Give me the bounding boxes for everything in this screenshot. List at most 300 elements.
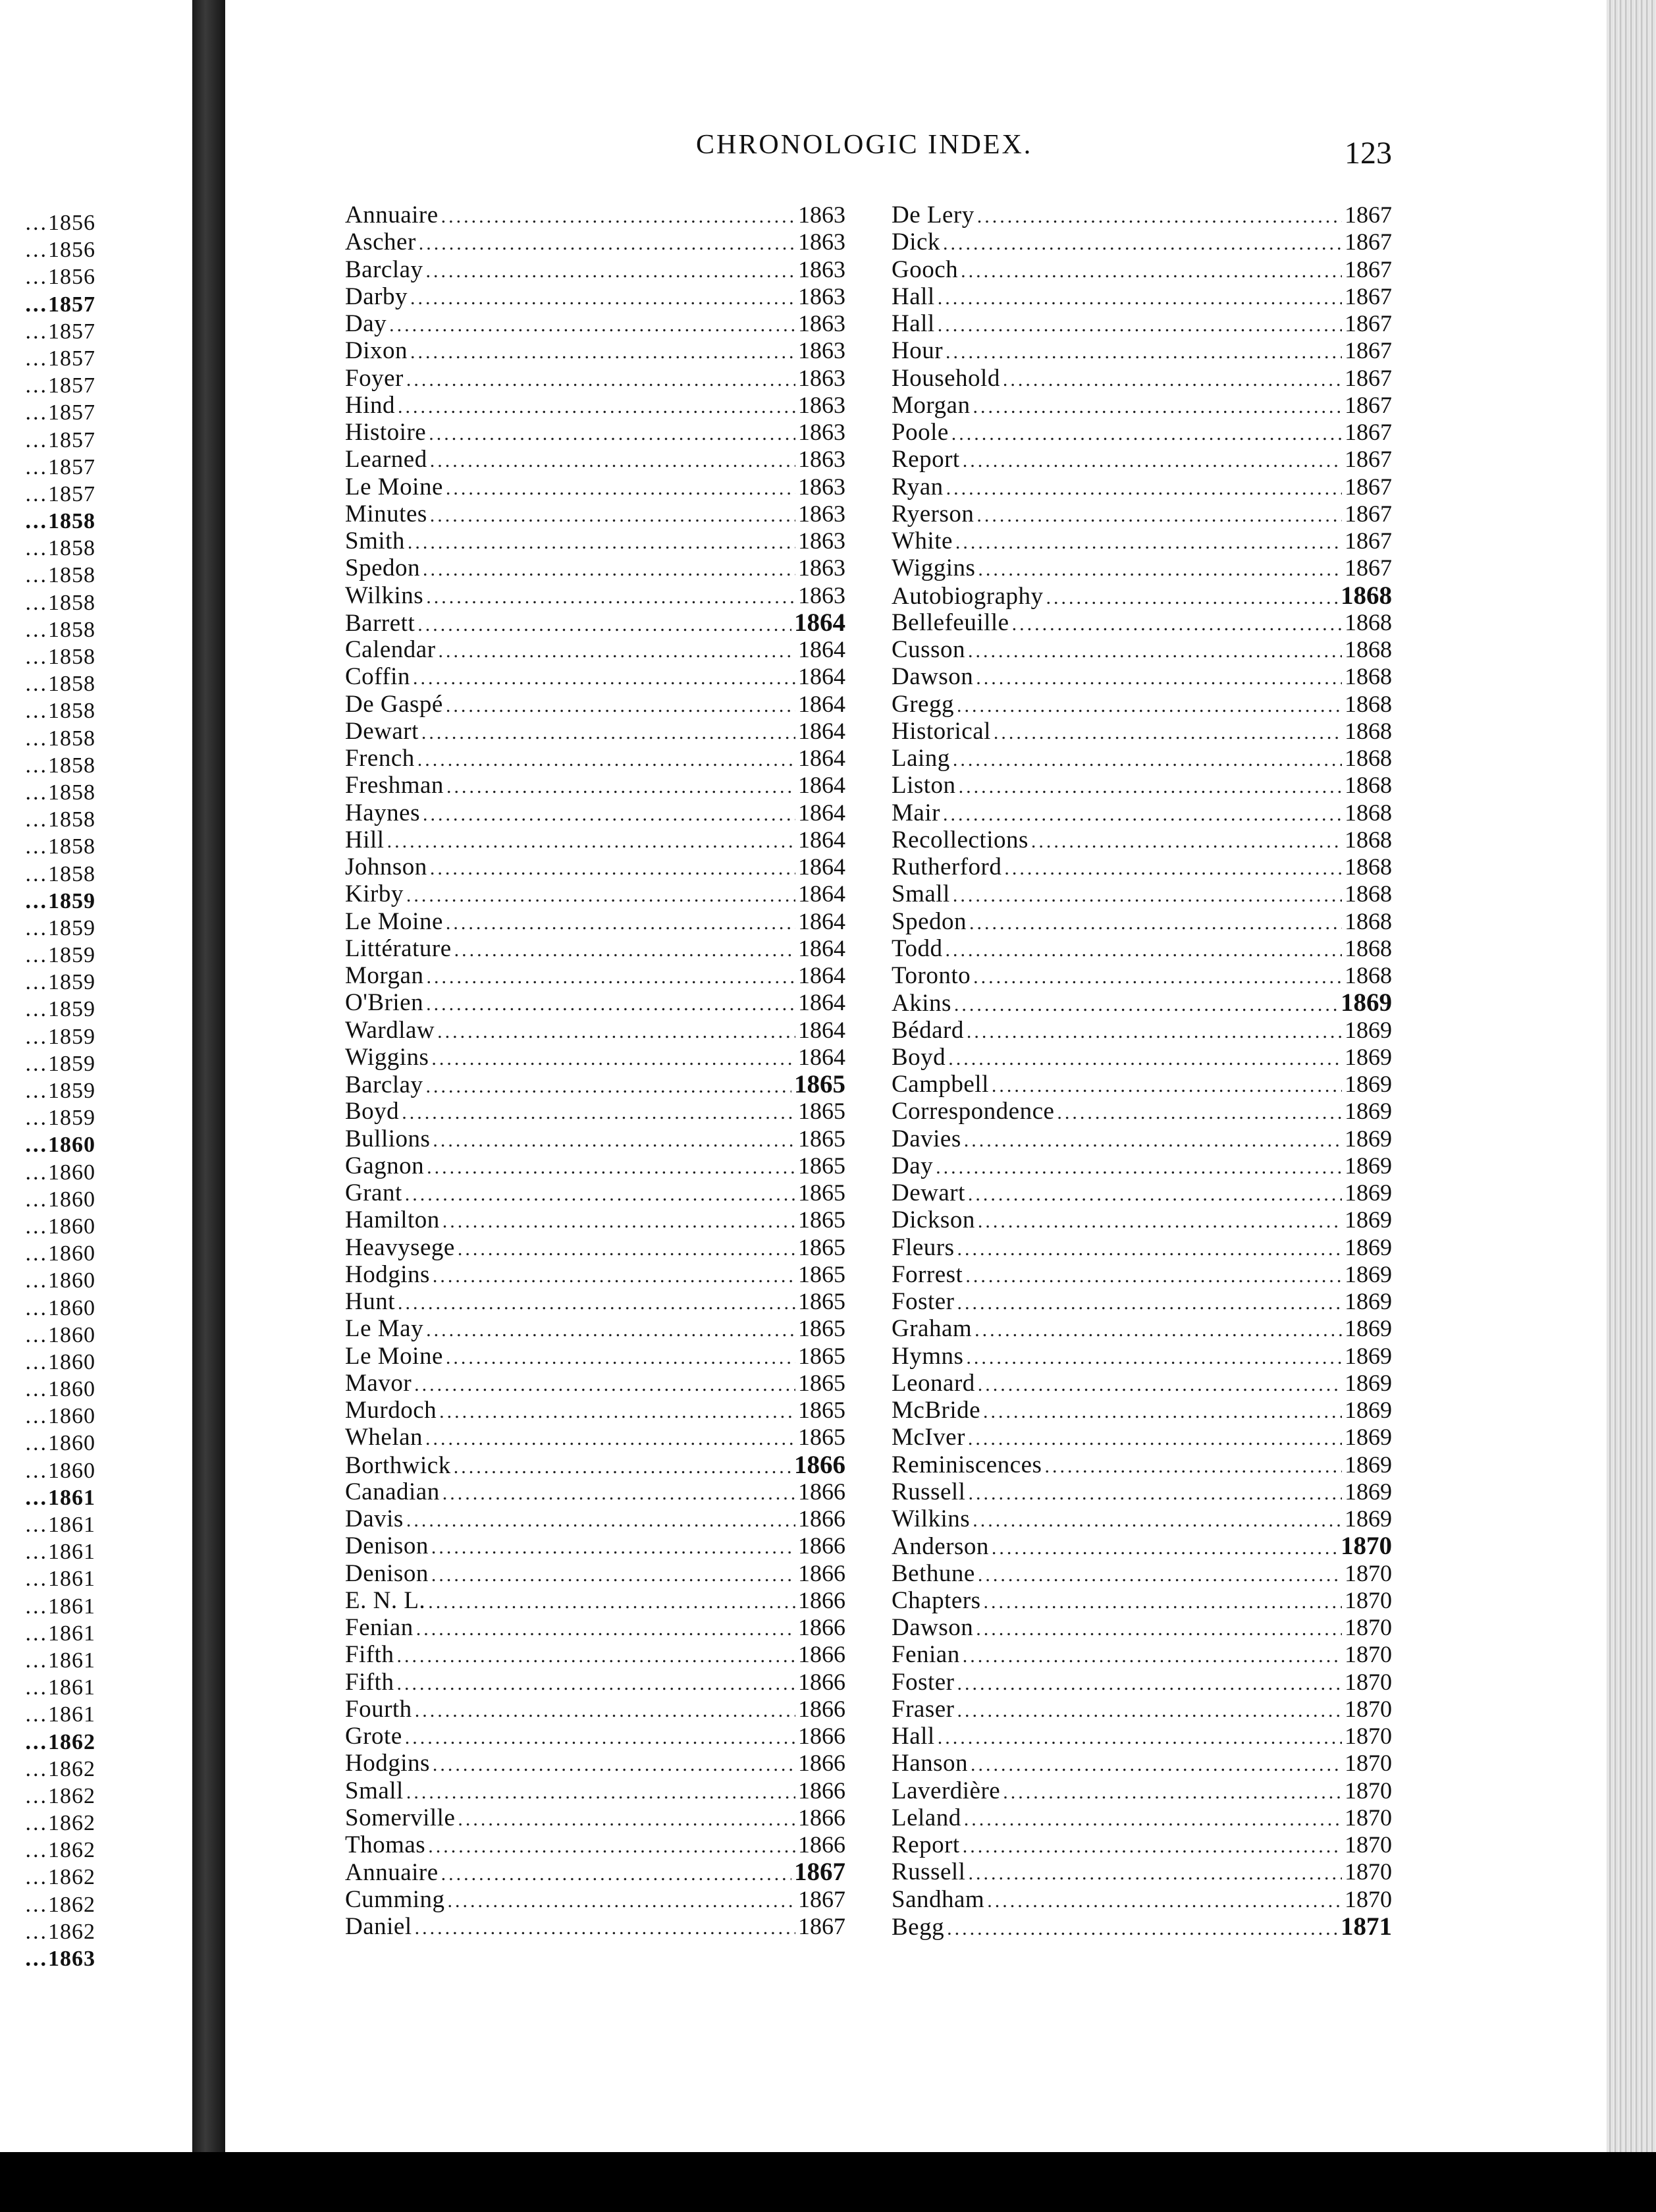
index-entry [345,392,845,419]
entry-name: Le Moine [345,473,443,500]
index-entry [345,1125,845,1152]
index-entry [345,1913,845,1940]
dot-leader [968,1425,1342,1452]
dot-leader [1031,828,1342,855]
year-value: 1858 [48,536,95,561]
index-entry [892,1179,1392,1206]
entry-name: Recollections [892,826,1028,853]
dot-leader [410,338,795,365]
entry-year: 1867 [1345,337,1392,364]
entry-year: 1867 [1345,310,1392,337]
entry-year: 1863 [798,310,845,337]
year-value: 1861 [48,1621,95,1646]
entry-name: Ryerson [892,500,975,527]
entry-year: 1868 [1345,962,1392,988]
dot-leader [433,1127,795,1154]
entry-year: 1869 [1345,1397,1392,1423]
index-entry [892,1478,1392,1505]
index-entry [345,554,845,581]
index-entry [892,229,1392,256]
year-value: 1862 [48,1729,95,1754]
year-value: 1857 [48,373,95,398]
entry-name: Chapters [892,1586,981,1614]
dot-leader [973,393,1342,420]
entry-name: Report [892,446,960,473]
entry-name: Begg [892,1913,945,1941]
year-value: 1860 [48,1160,95,1185]
entry-name: Dewart [345,717,419,745]
entry-name: Campbell [892,1071,989,1098]
dot-leader [441,203,795,230]
index-entry [892,1261,1392,1288]
facing-page-year [0,1322,95,1349]
entry-name: Wilkins [892,1505,971,1532]
dot-leader [426,1073,791,1100]
index-entry [345,1587,845,1614]
facing-page-year [0,969,95,996]
entry-year: 1869 [1345,1369,1392,1396]
dot-leader: ... [25,915,48,940]
index-entry [892,1532,1392,1559]
entry-name: De Gaspé [345,690,443,718]
dot-leader: ... [25,1295,48,1320]
facing-page-year [0,833,95,860]
year-value: 1859 [48,970,95,995]
dot-leader: ... [25,780,48,805]
entry-year: 1863 [798,473,845,500]
dot-leader [441,1860,791,1887]
dot-leader: ... [25,861,48,886]
entry-year: 1865 [798,1233,845,1260]
year-value: 1862 [48,1811,95,1836]
dot-leader: ... [25,1079,48,1103]
entry-year: 1864 [798,1043,845,1070]
index-entry [345,1696,845,1723]
dot-leader: ... [25,1783,48,1808]
index-entry [345,880,845,907]
dot-leader: ... [25,645,48,669]
dot-leader: ... [25,1892,48,1917]
facing-page-year [0,1593,95,1620]
dot-leader [963,1642,1342,1669]
dot-leader [992,1072,1342,1099]
dot-leader [417,746,795,773]
dot-leader [408,529,795,556]
entry-name: Hall [892,310,935,337]
dot-leader [415,1914,795,1941]
entry-name: Davis [345,1505,404,1532]
entry-name: McBride [892,1397,981,1424]
dot-leader [458,1235,795,1262]
dot-leader [439,637,795,664]
facing-page-year [0,1945,95,1972]
index-entry [345,1234,845,1261]
index-entry [345,718,845,745]
dot-leader [965,1262,1342,1289]
facing-page-year [0,1810,95,1837]
entry-name: Laing [892,745,950,772]
dot-leader [446,475,795,502]
entry-name: Le Moine [345,907,443,935]
dot-leader [963,1833,1342,1860]
dot-leader: ... [25,1024,48,1049]
entry-year: 1863 [798,419,845,445]
entry-year: 1867 [1345,391,1392,418]
dot-leader [978,1208,1342,1235]
facing-page-year [0,1349,95,1376]
index-entry [892,1098,1392,1125]
index-entry [892,663,1392,690]
index-entry [345,229,845,256]
entry-name: Murdoch [345,1397,437,1424]
index-entry [892,365,1392,392]
index-entry [345,527,845,554]
index-entry [892,1723,1392,1750]
index-entry [892,310,1392,337]
dot-leader: ... [25,319,48,344]
entry-name: Gooch [892,256,959,283]
entry-name: Denison [345,1559,429,1587]
year-value: 1860 [48,1322,95,1347]
entry-year: 1869 [1345,1125,1392,1152]
entry-name: Fifth [345,1641,394,1669]
dot-leader: ... [25,1214,48,1239]
dot-leader: ... [25,509,48,534]
entry-name: Day [892,1152,934,1179]
year-value: 1859 [48,915,95,940]
entry-name: Mavor [345,1369,412,1397]
facing-page-year [0,318,95,345]
entry-year: 1866 [798,1750,845,1777]
entry-year: 1866 [798,1478,845,1505]
dot-leader [987,1887,1342,1914]
facing-page-year [0,263,95,290]
entry-name: Whelan [345,1424,423,1451]
entry-year: 1864 [798,772,845,799]
dot-leader [957,692,1342,719]
facing-page-year [0,454,95,481]
entry-year: 1869 [1345,1424,1392,1451]
dot-leader: ... [25,834,48,859]
index-entry [345,1017,845,1044]
dot-leader: ... [25,1187,48,1212]
entry-year: 1868 [1345,853,1392,880]
year-value: 1858 [48,563,95,588]
dot-leader: ... [25,563,48,588]
entry-year: 1870 [1345,1668,1392,1695]
entry-name: Rutherford [892,853,1002,880]
dot-leader [430,447,795,474]
dot-leader [953,746,1342,773]
index-entry [345,1505,845,1532]
facing-page-year [0,481,95,508]
entry-year: 1864 [798,826,845,853]
entry-year: 1865 [798,1397,845,1423]
entry-name: French [345,745,415,772]
entry-year: 1869 [1345,1342,1392,1369]
dot-leader: ... [25,1404,48,1429]
entry-year: 1868 [1345,880,1392,907]
dot-leader [963,447,1342,474]
entry-year: 1868 [1345,934,1392,961]
entry-name: Akins [892,990,951,1017]
entry-year: 1866 [798,1777,845,1804]
dot-leader [417,611,791,638]
index-entry [892,1669,1392,1696]
entry-name: Fraser [892,1695,955,1723]
dot-leader: ... [25,997,48,1022]
dot-leader: ... [25,1540,48,1565]
year-value: 1862 [48,1892,95,1917]
year-value: 1858 [48,834,95,859]
dot-leader [406,366,795,393]
dot-leader [1003,1779,1342,1806]
year-value: 1859 [48,1079,95,1103]
entry-year: 1865 [798,1288,845,1314]
index-entry [345,745,845,772]
dot-leader [977,203,1342,230]
entry-name: Barclay [345,256,423,283]
facing-page-year [0,1729,95,1756]
entry-year: 1865 [798,1315,845,1342]
index-entry [345,1044,845,1071]
entry-name: Histoire [345,419,427,446]
dot-leader [947,1915,1338,1942]
dot-leader: ... [25,807,48,832]
facing-page-year [0,1104,95,1131]
year-value: 1858 [48,645,95,669]
entry-year: 1863 [798,337,845,364]
entry-year: 1870 [1341,1532,1392,1561]
entry-name: Barclay [345,1071,423,1098]
index-entry [892,826,1392,853]
entry-name: Borthwick [345,1451,451,1479]
dot-leader [973,963,1342,990]
year-value: 1857 [48,400,95,425]
index-entry [892,1750,1392,1777]
year-value: 1860 [48,1133,95,1158]
year-value: 1862 [48,1783,95,1808]
year-value: 1860 [48,1349,95,1374]
entry-name: Boyd [345,1098,400,1125]
entry-name: Heavysege [345,1233,455,1261]
index-entry [345,1478,845,1505]
dot-leader [938,311,1342,338]
facing-page-year [0,915,95,942]
entry-year: 1868 [1345,717,1392,744]
index-entry [892,500,1392,527]
index-entry [892,853,1392,880]
index-entry [345,1723,845,1750]
index-entry [892,419,1392,446]
entry-year: 1869 [1345,1505,1392,1532]
entry-name: Graham [892,1315,973,1343]
entry-year: 1867 [1345,202,1392,228]
year-value: 1857 [48,319,95,344]
entry-name: Thomas [345,1831,426,1858]
entry-year: 1869 [1345,1179,1392,1206]
entry-name: Poole [892,419,949,446]
dot-leader [406,882,795,909]
dot-leader [402,1099,795,1126]
entry-year: 1864 [798,1016,845,1043]
facing-page-year [0,1837,95,1864]
facing-page-year [0,1701,95,1728]
index-entry [345,1451,845,1478]
entry-year: 1869 [1345,1071,1392,1097]
entry-year: 1863 [798,581,845,608]
index-entry [892,1370,1392,1397]
year-value: 1859 [48,943,95,968]
index-entry [345,1261,845,1288]
index-entry [892,745,1392,772]
dot-leader [968,637,1342,664]
index-entry [345,1858,845,1885]
entry-name: Bédard [892,1016,964,1044]
dot-leader: ... [25,400,48,425]
dot-leader [984,1588,1342,1615]
entry-name: Le Moine [345,1342,443,1370]
facing-page-year [0,1077,95,1104]
dot-leader [426,583,795,610]
dot-leader: ... [25,1702,48,1727]
dot-leader [953,882,1342,909]
facing-page-left [0,0,192,2152]
index-entry [892,1614,1392,1641]
entry-name: Dawson [892,663,974,691]
facing-page-year [0,1050,95,1077]
dot-leader [405,1181,795,1208]
dot-leader [414,1371,795,1398]
dot-leader [442,1480,795,1507]
entry-name: Household [892,364,1000,392]
entry-name: Calendar [345,636,436,663]
dot-leader [428,1588,795,1615]
entry-name: White [892,527,953,554]
index-entry [892,772,1392,799]
entry-name: Russell [892,1478,966,1505]
entry-year: 1864 [798,934,845,961]
dot-leader [426,257,795,284]
index-entry [345,1152,845,1179]
entry-year: 1870 [1345,1804,1392,1831]
index-entry [892,962,1392,989]
year-value: 1860 [48,1214,95,1239]
entry-name: Toronto [892,962,971,989]
facing-page-year [0,942,95,969]
entry-name: Small [345,1777,404,1804]
facing-page-year [0,291,95,318]
index-entry [892,1696,1392,1723]
entry-name: Annuaire [345,1859,439,1887]
year-value: 1858 [48,861,95,886]
entry-year: 1869 [1345,1288,1392,1314]
facing-page-year [0,1159,95,1186]
dot-leader [938,1724,1342,1751]
dot-leader [429,420,795,447]
year-value: 1862 [48,1865,95,1890]
entry-name: Morgan [892,391,971,419]
index-entry [345,663,845,690]
dot-leader [936,1154,1342,1181]
year-value: 1857 [48,346,95,371]
entry-name: Boyd [892,1043,946,1071]
entry-name: Ryan [892,473,944,500]
entry-name: Morgan [345,962,424,989]
index-entry [345,1777,845,1804]
entry-name: Fourth [345,1695,412,1723]
year-value: 1860 [48,1295,95,1320]
dot-leader: ... [25,265,48,290]
index-entry [345,365,845,392]
year-value: 1860 [48,1187,95,1212]
year-value: 1861 [48,1485,95,1510]
dot-leader [405,1724,795,1751]
dot-leader: ... [25,1133,48,1158]
dot-leader [413,664,795,691]
entry-name: Anderson [892,1533,989,1561]
index-entry [892,446,1392,473]
dot-leader [968,1181,1342,1208]
dot-leader [973,1507,1342,1534]
dot-leader [427,1154,795,1181]
facing-page-year [0,616,95,643]
index-entry [892,337,1392,364]
index-entry [345,908,845,935]
dot-leader: ... [25,699,48,724]
index-entry [345,1315,845,1342]
entry-name: Davies [892,1125,961,1152]
dot-leader [957,1697,1342,1724]
year-value: 1858 [48,807,95,832]
dot-leader: ... [25,1349,48,1374]
index-entry [892,1315,1392,1342]
index-entry [345,1641,845,1668]
index-entry [345,1098,845,1125]
facing-page-year [0,752,95,779]
entry-year: 1865 [798,1260,845,1287]
page-edges [1607,0,1656,2212]
index-entry [345,419,845,446]
page-number: 123 [1345,136,1392,171]
year-value: 1859 [48,1051,95,1076]
entry-year: 1866 [798,1723,845,1749]
entry-year: 1869 [1345,1016,1392,1043]
dot-leader [426,963,795,990]
index-entry [345,1288,845,1315]
entry-year: 1870 [1345,1586,1392,1613]
year-value: 1860 [48,1268,95,1293]
index-entry [892,1451,1392,1478]
dot-leader [389,311,795,338]
dot-leader [430,855,795,882]
entry-name: Grant [345,1179,402,1206]
year-value: 1857 [48,292,95,317]
dot-leader [1057,1099,1342,1126]
dot-leader [458,1806,795,1833]
index-entry [345,799,845,826]
index-entry [345,826,845,853]
index-entry [345,989,845,1016]
entry-year: 1863 [798,283,845,310]
index-entry [345,582,845,609]
dot-leader [419,230,795,257]
entry-name: Foster [892,1288,955,1315]
entry-year: 1868 [1345,690,1392,717]
dot-leader [437,1018,795,1045]
entry-name: Canadian [345,1478,440,1505]
dot-leader [994,719,1342,746]
